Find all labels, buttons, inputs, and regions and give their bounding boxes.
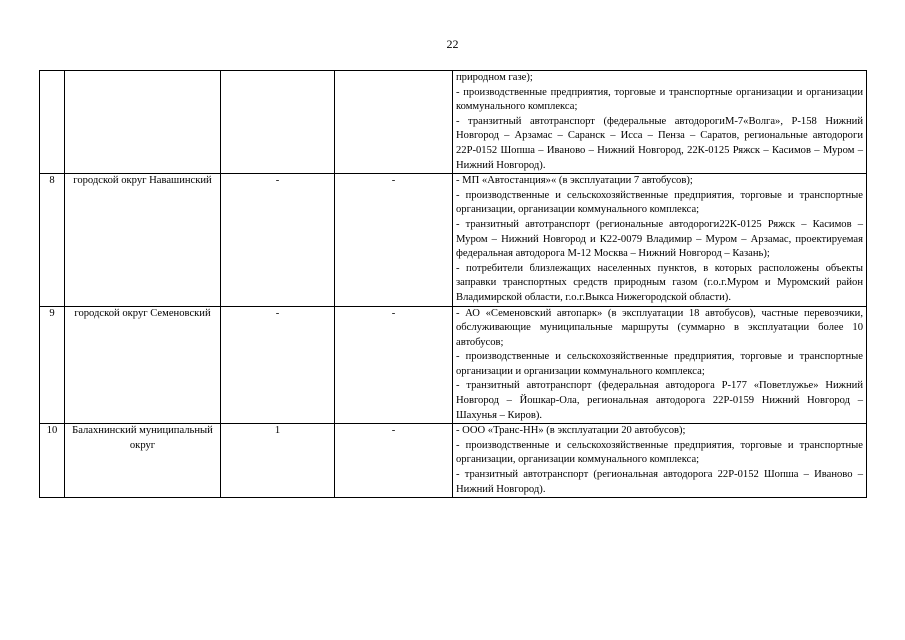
description-line: природном газе); <box>456 72 533 83</box>
row-number-cell: 8 <box>40 174 65 306</box>
description-line: - транзитный автотранспорт (региональная автодорога 22Р-0152 Шопша – Иваново – Нижний Новгород). <box>456 469 863 495</box>
column-4-cell: - <box>335 174 453 306</box>
table-row <box>40 174 867 306</box>
district-name-cell: городской округ Навашинский <box>65 174 221 306</box>
row-number-cell: 9 <box>40 306 65 424</box>
description-line: - производственные предприятия, торговые и транспортные организации и организации коммунального комплекса; <box>456 86 863 113</box>
column-4-cell: - <box>335 424 453 498</box>
description-line: - МП «Автостанция»« (в эксплуатации 7 автобусов); <box>456 175 693 187</box>
data-table <box>39 70 867 498</box>
column-3-cell: 1 <box>221 424 335 498</box>
description-cell <box>453 71 867 174</box>
district-name-cell: Балахнинский муниципальный округ <box>65 424 221 498</box>
description-line: - АО «Семеновский автопарк» (в эксплуатации 18 автобусов), частные перевозчики, обслуживающие муниципальные маршруты (суммарно в эксплуатации более 10 автобусов; <box>456 307 863 348</box>
description-cell <box>453 174 867 306</box>
description-line: - транзитный автотранспорт (федеральная автодорога Р-177 «Поветлужье» Нижний Новгород – Йошкар-Ола, региональная автодорога 22Р-0159 Нижний Новгород – Шахунья – Киров). <box>456 380 863 421</box>
column-4-cell <box>335 71 453 174</box>
row-number-cell <box>40 71 65 174</box>
description-line: - ООО «Транс-НН» (в эксплуатации 20 автобусов); <box>456 425 686 437</box>
district-name-cell: городской округ Семеновский <box>65 306 221 424</box>
column-3-cell <box>221 71 335 174</box>
table-row <box>40 71 867 174</box>
table-row <box>40 424 867 498</box>
description-line: - транзитный автотранспорт (региональные автодороги22К-0125 Ряжск – Касимов – Муром – Нижний Новгород и К22-0079 Владимир – Муром – Арзамас, проектируемая федеральная автодорога М-12 Москва – Нижний Новгород – Казань); <box>456 218 863 260</box>
description-cell <box>453 424 867 498</box>
page-number: 22 <box>446 37 459 51</box>
description-line: - производственные и сельскохозяйственные предприятия, торговые и транспортные организации, организации коммунального комплекса; <box>456 189 863 216</box>
district-name-cell <box>65 71 221 174</box>
description-line: - производственные и сельскохозяйственные предприятия, торговые и транспортные организации и организации коммунального комплекса; <box>456 351 863 377</box>
description-line: - транзитный автотранспорт (федеральные автодорогиМ-7«Волга», Р-158 Нижний Новгород – Арзамас – Саранск – Исса – Пенза – Саратов, региональные автодороги 22Р-0152 Шопша – Иваново – Нижний Новгород, 22К-0125 Ряжск – Касимов – Муром – Нижний Новгород). <box>456 115 863 171</box>
description-line: - потребители близлежащих населенных пунктов, в которых расположены объекты заправки транспортных средств природным газом (г.о.г.Муром и Муромский район Владимирской области, г.о.г.Выкса Нижегородской области). <box>456 262 863 303</box>
table-row <box>40 306 867 424</box>
row-number-cell: 10 <box>40 424 65 498</box>
column-4-cell: - <box>335 306 453 424</box>
description-line: - производственные и сельскохозяйственные предприятия, торговые и транспортные организации, организации коммунального комплекса; <box>456 439 863 466</box>
description-cell <box>453 306 867 424</box>
column-3-cell: - <box>221 306 335 424</box>
column-3-cell: - <box>221 174 335 306</box>
